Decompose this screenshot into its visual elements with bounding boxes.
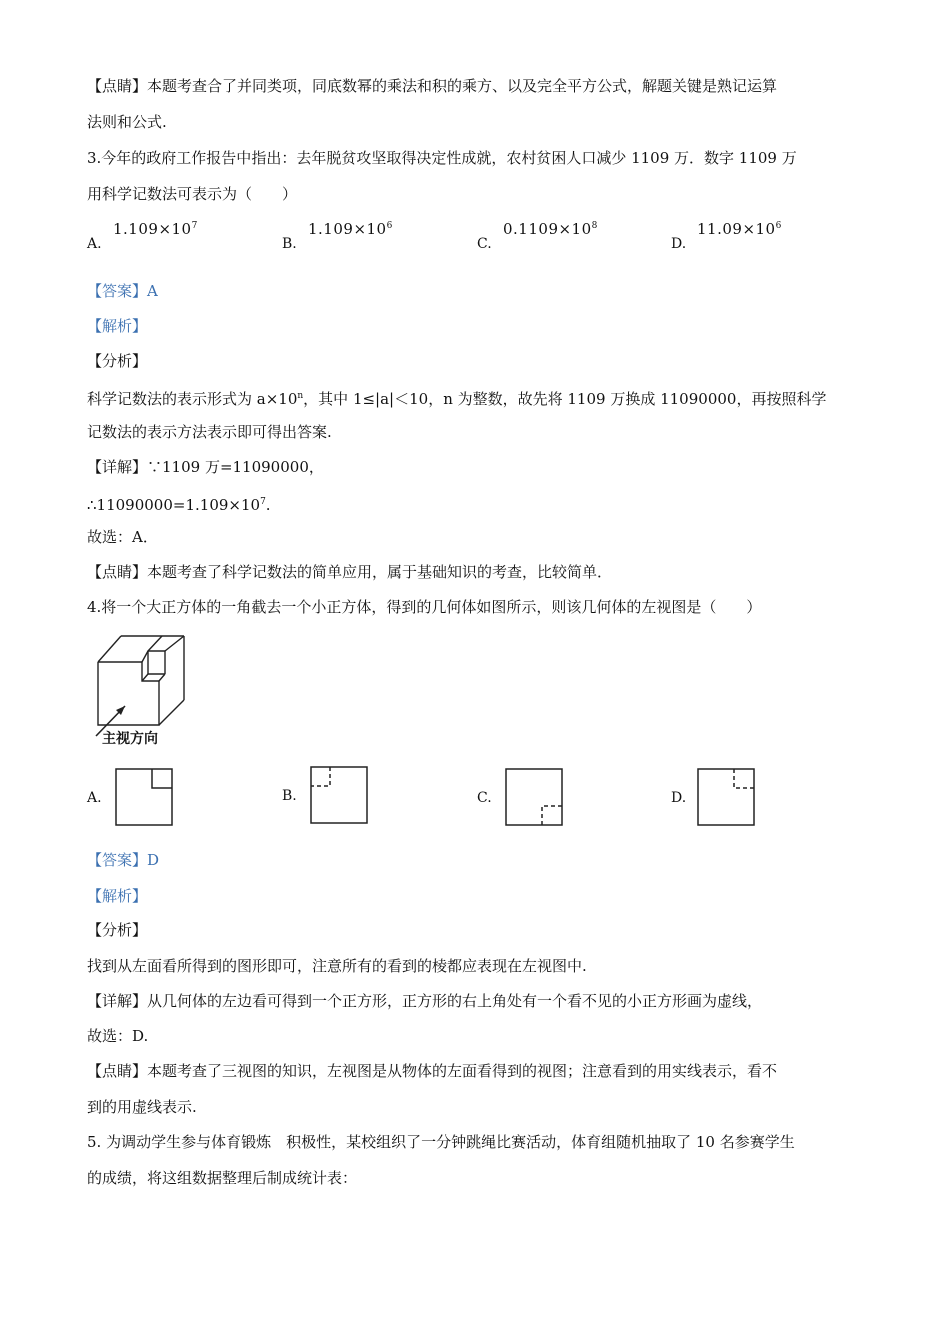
view-direction-caption: 主视方向 (102, 731, 158, 747)
analysis-text: 科学记数法的表示形式为 $a\times 10^n$，其中 1≤|a|＜10，n 为整数，故先将 1109 万换成 11090000，再按照科学 (87, 390, 827, 408)
analysis-text: 记数法的表示方法表示即可得出答案. (87, 423, 332, 441)
option-d-square (697, 768, 757, 828)
analysis-label: 【解析】 (87, 317, 148, 335)
subsection-label: 【分析】 (87, 921, 148, 939)
q3-option-d: D. $11.09\times 10^6$ (671, 220, 782, 252)
tip-paragraph-line: 法则和公式. (87, 113, 167, 131)
detail-text: $\therefore 11090000=1.109\times 10^7$. (87, 496, 271, 514)
option-b-square (310, 766, 370, 826)
q3-option-b: B. $1.109\times 10^6$ (282, 220, 393, 252)
choice-text: 故选：D. (87, 1027, 149, 1045)
analysis-text: 找到从左面看所得到的图形即可，注意所有的看到的棱都应表现在左视图中. (87, 957, 587, 975)
tip-text: 到的用虚线表示. (87, 1098, 197, 1116)
answer-label: 【答案】A (87, 282, 158, 300)
question-3-text: 用科学记数法可表示为（ ） (87, 185, 298, 203)
tip-text: 【点睛】本题考查了三视图的知识，左视图是从物体的左面看得到的视图；注意看到的用实线表示，看不 (87, 1062, 778, 1080)
question-5-text: 5. 为调动学生参与体育锻炼 积极性，某校组织了一分钟跳绳比赛活动，体育组随机抽取了 10 名参赛学生 (87, 1133, 795, 1151)
option-c-square (505, 768, 565, 828)
analysis-label: 【解析】 (87, 887, 148, 905)
choice-text: 故选：A． (87, 528, 158, 546)
question-3-text: 3.今年的政府工作报告中指出：去年脱贫攻坚取得决定性成就，农村贫困人口减少 1109 万．数字 1109 万 (87, 149, 797, 167)
cube-figure (92, 632, 192, 748)
question-4-text: 4.将一个大正方体的一角截去一个小正方体，得到的几何体如图所示，则该几何体的左视图是（ ） (87, 598, 762, 616)
option-a-square (115, 768, 175, 828)
detail-text: 【详解】∵1109 万=11090000， (87, 458, 324, 476)
answer-label: 【答案】D (87, 851, 160, 869)
subsection-label: 【分析】 (87, 352, 148, 370)
detail-text: 【详解】从几何体的左边看可得到一个正方形，正方形的右上角处有一个看不见的小正方形画为虚线， (87, 992, 763, 1010)
tip-text: 【点睛】本题考查了科学记数法的简单应用，属于基础知识的考查，比较简单． (87, 563, 613, 581)
question-5-text: 的成绩，将这组数据整理后制成统计表： (87, 1169, 358, 1187)
q3-option-a: A. $1.109\times 10^7$ (87, 220, 198, 252)
tip-paragraph-line: 【点睛】本题考查合了并同类项，同底数幂的乘法和积的乘方、以及完全平方公式，解题关键是熟记运算 (87, 77, 778, 95)
q3-option-c: C. $0.1109\times 10^8$ (477, 220, 598, 252)
